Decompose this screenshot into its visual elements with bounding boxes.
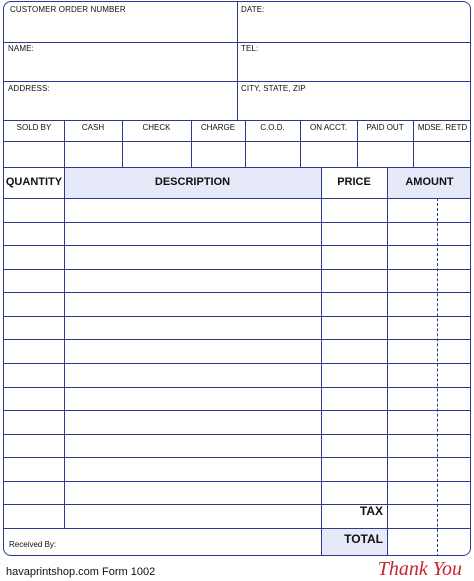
info-line-2 <box>4 81 470 82</box>
total-label: TOTAL <box>344 532 383 546</box>
cod-label: C.O.D. <box>260 123 285 132</box>
charge-label: CHARGE <box>200 123 236 132</box>
info-divider <box>237 2 238 120</box>
row-line <box>4 316 470 317</box>
date-label: DATE: <box>241 5 265 14</box>
payment-midline <box>4 141 470 142</box>
mdse-retd-label: MDSE. RETD <box>417 123 468 132</box>
description-header: DESCRIPTION <box>154 176 231 188</box>
tel-label: TEL: <box>241 44 259 53</box>
amount-header: AMOUNT <box>405 176 454 188</box>
name-label: NAME: <box>8 44 34 53</box>
customer-order-number-label: CUSTOMER ORDER NUMBER <box>10 5 126 14</box>
row-line <box>4 504 470 505</box>
col-line-quantity <box>64 167 65 528</box>
form-id: havaprintshop.com Form 1002 <box>6 566 156 578</box>
row-line <box>4 269 470 270</box>
address-label: ADDRESS: <box>8 84 50 93</box>
row-line <box>4 387 470 388</box>
row-line <box>4 222 470 223</box>
total-top-line <box>4 528 470 529</box>
sold-by-label: SOLD BY <box>16 123 52 132</box>
thank-you-text: Thank You <box>377 558 462 580</box>
tax-label: TAX <box>359 504 383 518</box>
table-header-bottom <box>4 198 470 199</box>
quantity-header: QUANTITY <box>5 176 63 188</box>
row-line <box>4 363 470 364</box>
info-line-3 <box>4 120 470 121</box>
check-label: CHECK <box>142 123 171 132</box>
row-line <box>4 457 470 458</box>
order-form <box>3 1 471 556</box>
row-line <box>4 339 470 340</box>
cents-dashed-line <box>437 198 438 556</box>
row-line <box>4 434 470 435</box>
col-line-description <box>321 167 322 556</box>
on-acct-label: ON ACCT. <box>310 123 347 132</box>
row-line <box>4 481 470 482</box>
cash-label: CASH <box>81 123 105 132</box>
row-line <box>4 245 470 246</box>
row-line <box>4 292 470 293</box>
city-state-zip-label: CITY, STATE, ZIP <box>241 84 306 93</box>
col-line-price <box>387 167 388 556</box>
info-line-1 <box>4 42 470 43</box>
received-by-label: Received By: <box>9 540 57 549</box>
row-line <box>4 410 470 411</box>
paid-out-label: PAID OUT <box>366 123 404 132</box>
price-header: PRICE <box>337 176 371 188</box>
